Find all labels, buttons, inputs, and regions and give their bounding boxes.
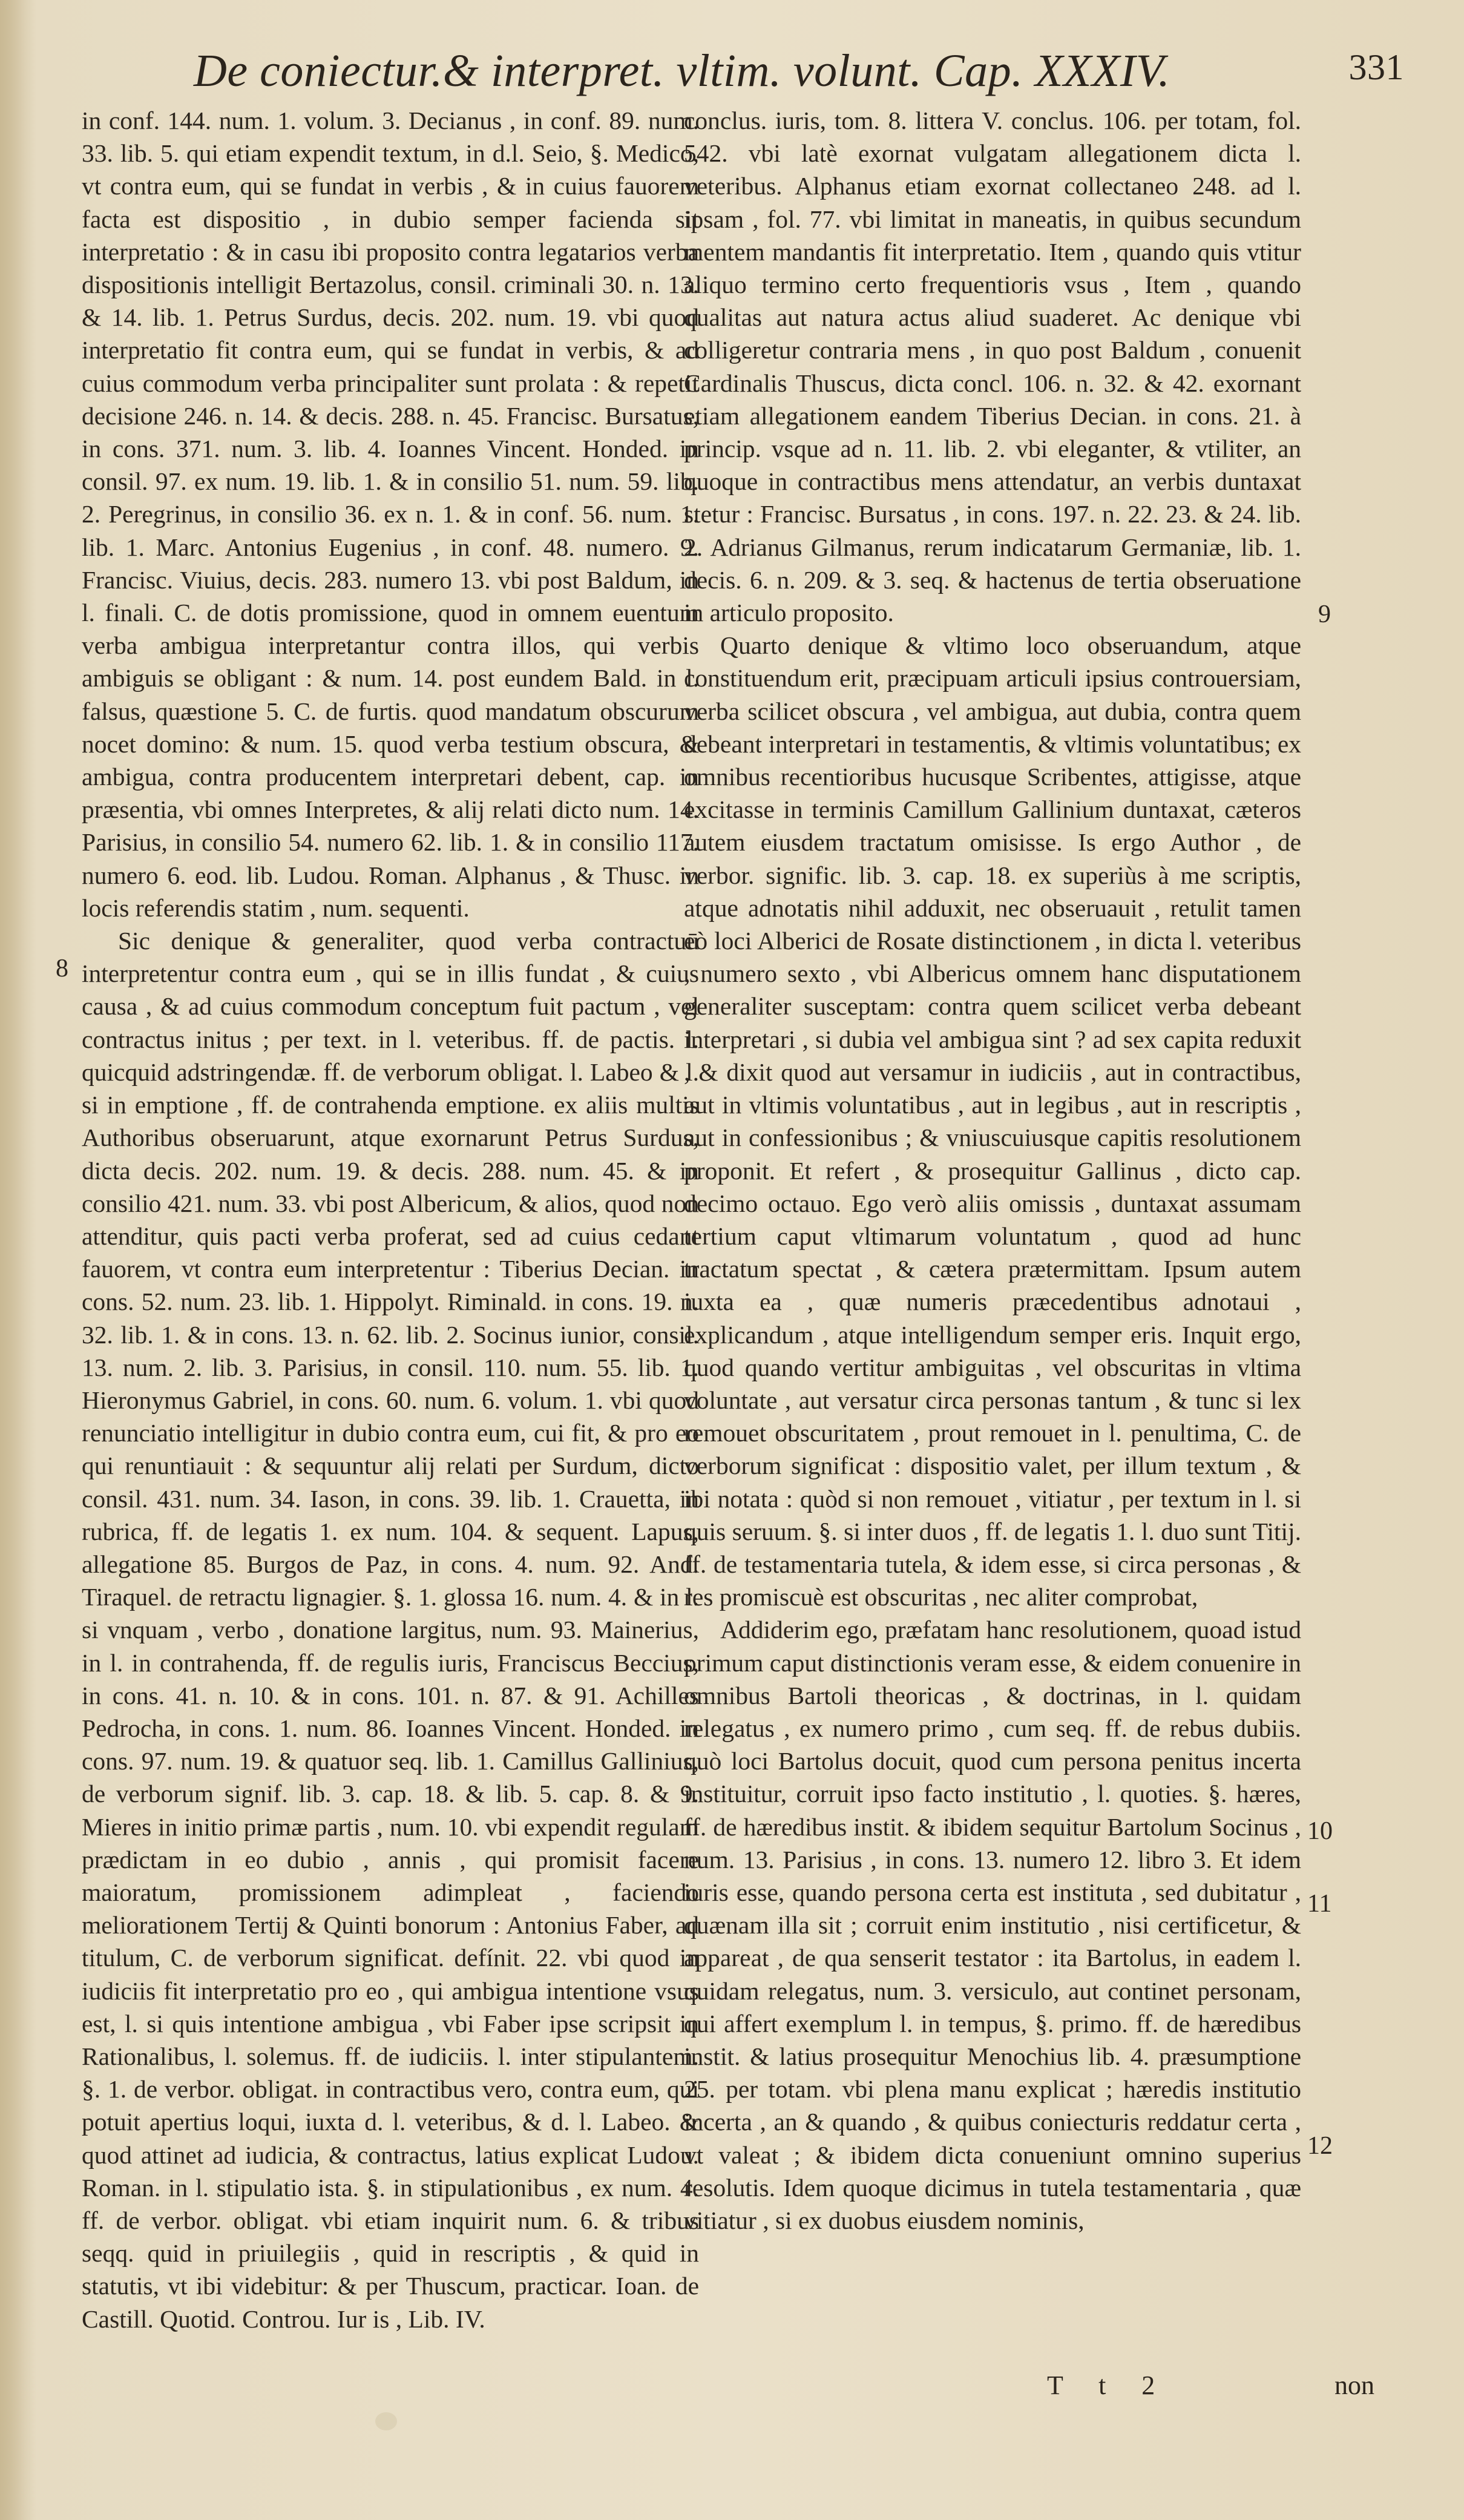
- margin-number-12: 12: [1307, 2132, 1333, 2160]
- page-binding-shadow: [0, 0, 36, 2520]
- right-paragraph-1: conclus. iuris, tom. 8. littera V. conclus. 106. per totam, fol. 542. vbi latè exornat vulgatam allegationem dicta l. veteribus. Alphanus etiam exornat collectaneo 248. ad l. ipsam , fol. 77. vbi limitat in maneatis, in quibus secundum mentem mandantis fit interpretatio. Item , quando quis vtitur aliquo termino certo frequentioris vsus , Item , quando qualitas aut natura actus aliud suaderet. Ac denique vbi colligeretur contraria mens , in quo post Baldum , conuenit Cardinalis Thuscus, dicta concl. 106. n. 32. & 42. exornant etiam allegationem eandem Tiberius Decian. in cons. 21. à princip. vsque ad n. 11. lib. 2. vbi eleganter, & vtiliter, an quoque in contractibus mens attendatur, an verbis duntaxat stetur : Francisc. Bursatus , in cons. 197. n. 22. 23. & 24. lib. 2. Adrianus Gilmanus, rerum indicatarum Germaniæ, lib. 1. decis. 6. n. 209. & 3. seq. & hactenus de tertia obseruatione in articulo proposito.: [684, 107, 1301, 627]
- running-header: [194, 38, 1404, 110]
- right-paragraph-3: Addiderim ego, præfatam hanc resolutionem, quoad istud primum caput distinctionis veram esse, & eidem conuenire in omnibus Bartoli theoricas , & doctrinas, in l. quidam relegatus , ex numero primo , cum seq. ff. de rebus dubiis. quò loci Bartolus docuit, quod cum persona penitus incerta instituitur, corruit ipso facto institutio , l. quoties. §. hæres, ff. de hæredibus instit. & ibidem sequitur Bartolum Socinus , num. 13. Parisius , in cons. 13. numero 12. libro 3. Et idem iuris esse, quando persona certa est instituta , sed dubitatur , quænam illa sit ; corruit enim institutio , nisi certificetur, & appareat , de qua senserit testator : ita Bartolus, in eadem l. quidam relegatus, num. 3. versiculo, aut continet personam, qui affert exemplum l. in tempus, §. primo. ff. de hæredibus instit. & latius prosequitur Menochius lib. 4. præsumptione 25. per totam. vbi plena manu explicat ; hæredis institutio incerta , an & quando , & quibus coniecturis reddatur certa , vt valeat ; & ibidem dicta conueniunt omnino superius resolutis. Idem quoque dicimus in tutela testamentaria , quæ vitiatur , si ex duobus eiusdem nominis,: [684, 1616, 1301, 2234]
- catchword: non: [1334, 2370, 1374, 2400]
- margin-number-8: 8: [56, 955, 68, 982]
- right-paragraph-2: Quarto denique & vltimo loco obseruandum, atque constituendum erit, præcipuam articuli ipsius controuersiam, verba scilicet obscura , vel ambigua, aut dubia, contra quem debeant interpretari in testamentis, & vltimis voluntatibus; ex omnibus recentioribus hucusque Scribentes, attigisse, atque excitasse in terminis Camillum Gallinium duntaxat, cæteros autem eiusdem tractatum omisisse. Is ergo Author , de verbor. signific. lib. 3. cap. 18. ex superiùs à me scriptis, atque adnotatis nihil adduxit, nec obseruauit , retulit tamen eò loci Alberici de Rosate distinctionem , in dicta l. veteribus , numero sexto , vbi Albericus omnem hanc disputationem generaliter susceptam: contra quem scilicet verba debeant interpretari , si dubia vel ambigua sint ? ad sex capita reduxit , & dixit quod aut versamur in iudiciis , aut in contractibus, aut in vltimis voluntatibus , aut in legibus , aut in rescriptis , aut in confessionibus ; & vniuscuiusque capitis resolutionem proponit. Et refert , & prosequitur Gallinus , dicto cap. decimo octauo. Ego verò aliis omissis , duntaxat assumam tertium caput vltimarum voluntatum , quod ad hunc tractatum spectat , & cætera prætermittam. Ipsum autem iuxta ea , quæ numeris præcedentibus adnotaui , explicandum , atque intelligendum semper eris. Inquit ergo, quod quando vertitur ambiguitas , vel obscuritas in vltima voluntate , aut versatur circa personas tantum , & tunc si lex remouet obscuritatem , prout remouet in l. penultima, C. de verborum significat : dispositio valet, per illum textum , & ibi notata : quòd si non remouet , vitiatur , per textum in l. si quis seruum. §. si inter duos , ff. de legatis 1. l. duo sunt Titij. ff. de testamentaria tutela, & idem esse, si circa personas , & res promiscuè est obscuritas , nec aliter comprobat,: [684, 631, 1301, 1611]
- margin-number-11: 11: [1307, 1890, 1332, 1918]
- left-paragraph-2: Sic denique & generaliter, quod verba contractuū interpretentur contra eum , qui se in illis fundat , & cuius causa , & ad cuius commodum conceptum fuit pactum , vel contractus initus ; per text. in l. veteribus. ff. de pactis. l. quicquid adstringendæ. ff. de verborum obligat. l. Labeo & l. si in emptione , ff. de contrahenda emptione. ex aliis multis Authoribus obseruarunt, atque exornarunt Petrus Surdus, dicta decis. 202. num. 19. & decis. 288. num. 45. & in consilio 421. num. 33. vbi post Albericum, & alios, quod non attenditur, quis pacti verba proferat, sed ad cuius cedant fauorem, vt contra eum interpretentur : Tiberius Decian. in cons. 52. num. 23. lib. 1. Hippolyt. Riminald. in cons. 19. n. 32. lib. 1. & in cons. 13. n. 62. lib. 2. Socinus iunior, consil. 13. num. 2. lib. 3. Parisius, in consil. 110. num. 55. lib. 1. Hieronymus Gabriel, in cons. 60. num. 6. volum. 1. vbi quod renunciatio intelligitur in dubio contra eum, cui fit, & pro eo qui renuntiauit : & sequuntur alij relati per Surdum, dicto consil. 431. num. 34. Iason, in cons. 39. lib. 1. Crauetta, in rubrica, ff. de legatis 1. ex num. 104. & sequent. Lapus, allegatione 85. Burgos de Paz, in cons. 4. num. 92. And. Tiraquel. de retractu lignagier. §. 1. glossa 16. num. 4. & in l. si vnquam , verbo , donatione largitus, num. 93. Mainerius, in l. in contrahenda, ff. de regulis iuris, Franciscus Beccius, in cons. 41. n. 10. & in cons. 101. n. 87. & 91. Achilles Pedrocha, in cons. 1. num. 86. Ioannes Vincent. Honded. in cons. 97. num. 19. & quatuor seq. lib. 1. Camillus Gallinius, de verborum signif. lib. 3. cap. 18. & lib. 5. cap. 8. & 9. Mieres in initio primæ partis , num. 10. vbi expendit regulam prædictam in eo dubio , annis , qui promisit facere maioratum, promissionem adimpleat , faciendo meliorationem Tertij & Quinti bonorum : Antonius Faber, ad titulum, C. de verborum significat. defínit. 22. vbi quod in iudiciis fit interpretatio pro eo , qui ambigua intentione vsus est, l. si quis intentione ambigua , vbi Faber ipse scripsit in Rationalibus, l. solemus. ff. de iudiciis. l. inter stipulantem. §. 1. de verbor. obligat. in contractibus vero, contra eum, qui potuit apertius loqui, iuxta d. l. veteribus, & d. l. Labeo. & quod attinet ad iudicia, & contractus, latius explicat Ludou. Roman. in l. stipulatio ista. §. in stipulationibus , ex num. 4. ff. de verbor. obligat. vbi etiam inquirit num. 6. & tribus seqq. quid in priuilegiis , quid in rescriptis , & quid in statutis, vt ibi videbitur: & per Thuscum, practicar. Ioan. de Castill. Quotid. Controu. Iur is , Lib. IV.: [82, 927, 699, 2333]
- signature-mark: T t 2: [1047, 2370, 1170, 2400]
- page-number: 331: [1348, 47, 1404, 87]
- running-title: De coniectur.& interpret. vltim. volunt. Cap. XXXIV.: [194, 45, 1170, 96]
- paper-stain: [375, 2412, 397, 2430]
- left-column: [82, 104, 699, 2335]
- right-column: [684, 104, 1301, 2237]
- left-paragraph-1: in conf. 144. num. 1. volum. 3. Decianus , in conf. 89. num. 33. lib. 5. qui etiam expendit textum, in d.l. Seio, §. Medico, vt contra eum, qui se fundat in verbis , & in cuius fauorem facta est dispositio , in dubio semper facienda sit interpretatio : & in casu ibi proposito contra legatarios verba dispositionis intelligit Bertazolus, consil. criminali 30. n. 13. & 14. lib. 1. Petrus Surdus, decis. 202. num. 19. vbi quod interpretatio fit contra eum, qui se fundat in verbis, & ad cuius commodum verba principaliter sunt prolata : & repetit decisione 246. n. 14. & decis. 288. n. 45. Francisc. Bursatus, in cons. 371. num. 3. lib. 4. Ioannes Vincent. Honded. in consil. 97. ex num. 19. lib. 1. & in consilio 51. num. 59. lib. 2. Peregrinus, in consilio 36. ex n. 1. & in conf. 56. num. 1. lib. 1. Marc. Antonius Eugenius , in conf. 48. numero. 9. Francisc. Viuius, decis. 283. numero 13. vbi post Baldum, in l. finali. C. de dotis promissione, quod in omnem euentum verba ambigua interpretantur contra illos, qui verbis ambiguis se obligant : & num. 14. post eundem Bald. in l. falsus, quæstione 5. C. de furtis. quod mandatum obscurum nocet domino: & num. 15. quod verba testium obscura, & ambigua, contra producentem interpretari debent, cap. in præsentia, vbi omnes Interpretes, & alij relati dicto num. 14. Parisius, in consilio 54. numero 62. lib. 1. & in consilio 117. numero 6. eod. lib. Ludou. Roman. Alphanus , & Thusc. in locis referendis statim , num. sequenti.: [82, 107, 699, 922]
- margin-number-9: 9: [1318, 600, 1331, 628]
- margin-number-10: 10: [1307, 1817, 1333, 1845]
